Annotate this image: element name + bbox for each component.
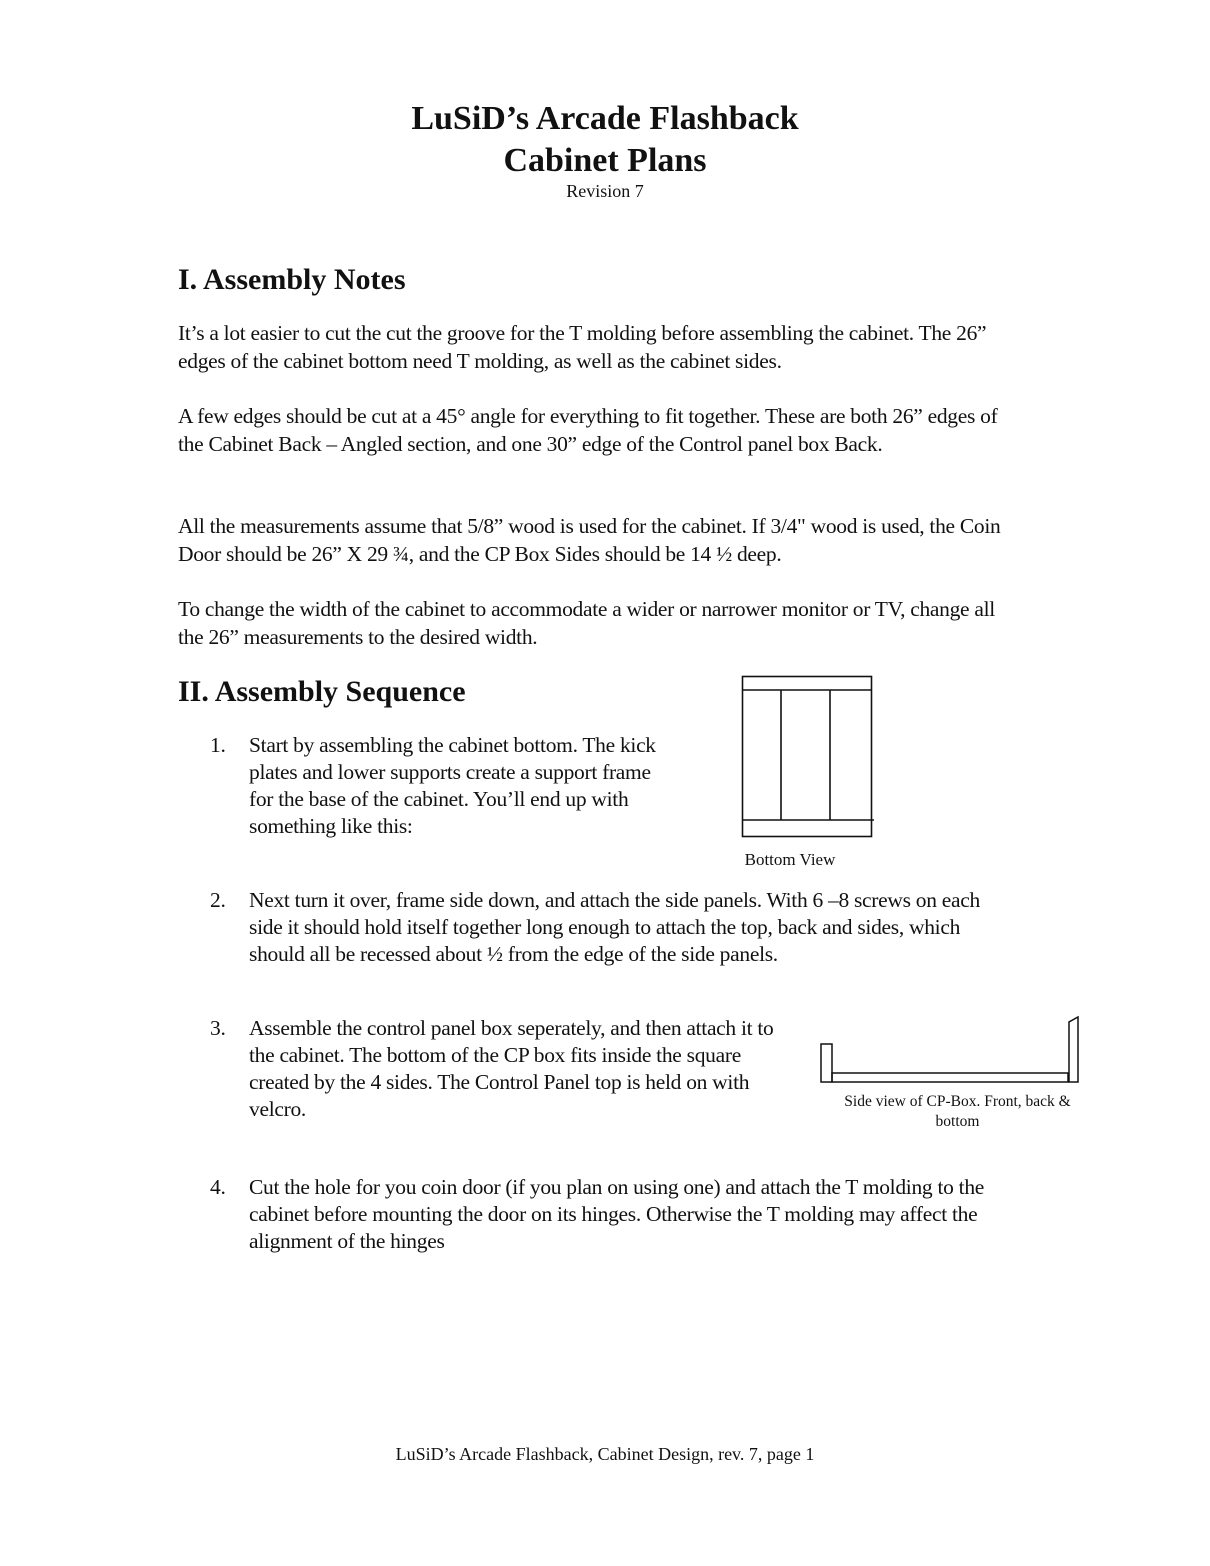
paragraph-wood-measurements: All the measurements assume that 5/8” wood is used for the cabinet. If 3/4" wood is used, the Coin Door should be 26” X 29 ¾, and the CP Box Sides should be 14 ½ deep. — [178, 514, 1001, 566]
step-number: 4. — [210, 1175, 226, 1199]
page-footer: LuSiD’s Arcade Flashback, Cabinet Design, rev. 7, page 1 — [395, 1444, 815, 1464]
document-title-line1: LuSiD’s Arcade Flashback — [411, 100, 799, 137]
step-text: Start by assembling the cabinet bottom. The kick plates and lower supports create a support frame for the base of the cabinet. You’ll end up with something like this: — [249, 733, 656, 838]
cp-box-bottom-panel — [832, 1073, 1068, 1082]
paragraph-45-degree-edges: A few edges should be cut at a 45° angle for everything to fit together. These are both 26” edges of the Cabinet Back – Angled section, and one 30” edge of the Control panel box Back. — [178, 404, 998, 456]
document-title-line2: Cabinet Plans — [503, 142, 707, 179]
section-heading-assembly-sequence: II. Assembly Sequence — [178, 675, 466, 708]
step-text: Next turn it over, frame side down, and attach the side panels. With 6 –8 screws on each side it should hold itself together long enough to attach the top, back and sides, which should all be recessed about ½ from the edge of the side panels. — [249, 888, 980, 966]
revision-label: Revision 7 — [566, 181, 644, 201]
step-number: 1. — [210, 733, 226, 757]
section-heading-assembly-notes: I. Assembly Notes — [178, 263, 406, 296]
cp-box-side-view-diagram — [815, 1012, 1085, 1088]
cp-box-back-panel — [1069, 1017, 1078, 1082]
bottom-frame-outline — [743, 677, 872, 837]
step-number: 3. — [210, 1016, 226, 1040]
cp-box-front-panel — [821, 1044, 832, 1082]
paragraph-t-molding: It’s a lot easier to cut the cut the groove for the T molding before assembling the cabinet. The 26” edges of the cabinet bottom need T molding, as well as the cabinet sides. — [178, 321, 987, 373]
paragraph-cabinet-width: To change the width of the cabinet to accommodate a wider or narrower monitor or TV, change all the 26” measurements to the desired width. — [178, 597, 995, 649]
step-number: 2. — [210, 888, 226, 912]
step-text: Cut the hole for you coin door (if you plan on using one) and attach the T molding to the cabinet before mounting the door on its hinges. Otherwise the T molding may affect the alignment of the hinges — [249, 1175, 985, 1253]
step-text: Assemble the control panel box seperately, and then attach it to the cabinet. The bottom of the CP box fits inside the square created by the 4 sides. The Control Panel top is held on with velcro. — [249, 1016, 774, 1121]
bottom-view-diagram — [738, 672, 878, 840]
bottom-view-caption: Bottom View — [744, 850, 836, 869]
cp-box-caption: Side view of CP-Box. Front, back & bottom — [844, 1093, 1071, 1130]
